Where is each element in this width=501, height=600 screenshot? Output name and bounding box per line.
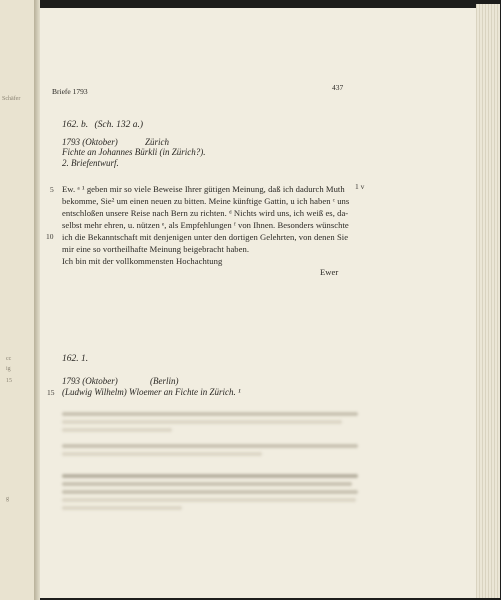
letter-number xyxy=(62,120,143,130)
page-stack-edge xyxy=(476,4,500,598)
letter-line: bekomme, Sie² um einen neuen zu bitten. Meine künftige Gattin, u ich haben ᶜ uns xyxy=(62,196,350,206)
letter-line: Ew. ᵃ ¹ geben mir so viele Beweise Ihrer gütigen Meinung, daß ich dadurch Muth xyxy=(62,184,345,194)
letter-date-2: 1793 (Oktober) xyxy=(62,376,118,386)
running-title: Briefe 1793 xyxy=(52,87,88,96)
letter-line: ich die Bekanntschaft mit denjenigen unter den dortigen Gelehrten, von denen Sie xyxy=(62,232,349,242)
letter-sender-line: (Ludwig Wilhelm) Wloemer an Fichte in Zürich. ¹ xyxy=(62,387,241,397)
letter-place: Zürich xyxy=(145,137,170,147)
letter-number-text: 162. b. xyxy=(62,120,89,130)
margin-fragment: g xyxy=(6,496,9,502)
line-number: 5 xyxy=(50,185,54,194)
page-number: 437 xyxy=(332,83,344,92)
line-number: 15 xyxy=(47,388,55,397)
left-facing-page xyxy=(0,0,35,600)
folio-marker: 1 v xyxy=(355,182,365,191)
letter-line: Ich bin mit der vollkommensten Hochachtung xyxy=(62,256,223,266)
letter-reference: (Sch. 132 a.) xyxy=(94,120,144,130)
letter-line: selbst mehr ehren, u. nützen ᵉ, als Empfehlungen ᶠ von Ihnen. Besonders wünschte xyxy=(62,220,349,230)
margin-fragment: cc xyxy=(6,356,12,362)
letter-closing: Ewer xyxy=(320,267,339,277)
letter-addressee: Fichte an Johannes Bürkli (in Zürich?). xyxy=(62,147,206,157)
letter-number-2: 162. 1. xyxy=(62,354,89,364)
margin-fragment: 15 xyxy=(6,378,12,384)
letter-place-2: (Berlin) xyxy=(150,376,179,386)
letter-line: mir eine so vortheilhafte Meinung beigebracht haben. xyxy=(62,244,250,254)
letter-date: 1793 (Oktober) xyxy=(62,137,118,147)
line-number: 10 xyxy=(46,232,54,241)
letter-draft-label: 2. Briefentwurf. xyxy=(62,158,119,168)
letter-line: entschloßen unsere Reise nach Bern zu richten. ᵈ Nichts wird uns, ich weiß es, da- xyxy=(62,208,349,218)
margin-fragment: Schäfer xyxy=(2,96,21,102)
margin-fragment: ig xyxy=(6,366,11,372)
